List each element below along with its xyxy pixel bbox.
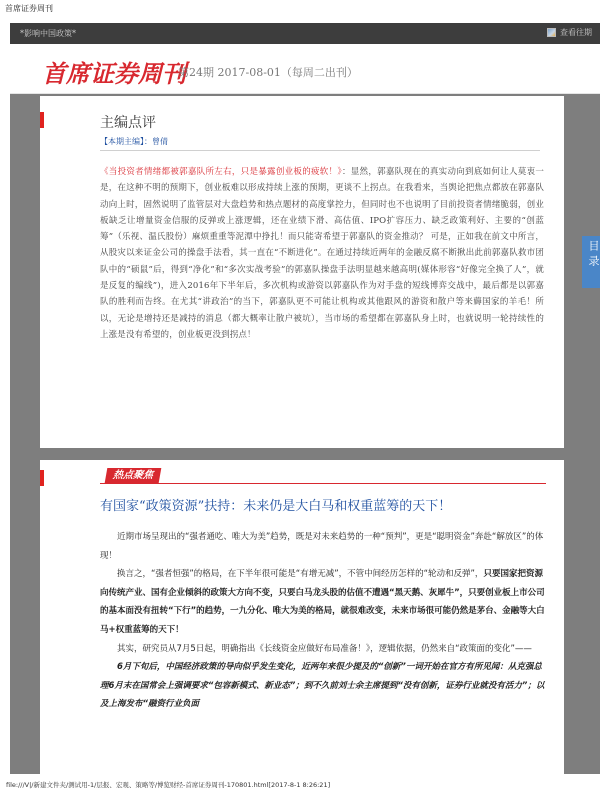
section-marker (40, 112, 44, 128)
section-divider (100, 150, 540, 151)
document-title: 首席证券周刊 (5, 4, 53, 13)
paragraph-emphasis: 只要国家把资源向传统产业、国有企业倾斜的政策大方向不变，只要白马龙头股的估值不遭遇“黑天鹅、灰犀牛”，只要创业板上市公司的基本面没有扭转“下行”的趋势，一九分化、唯大为美的格局，就很难改变，未来市场很可能仍然是茅台、金融等大白马+权重蓝筹的天下！ (100, 569, 545, 635)
hot-focus-rule (100, 483, 546, 484)
paragraph: 近期市场呈现出的“强者通吃、唯大为美”趋势，既是对未来趋势的一种“预判”，更是“聪明资金”奔赴“解放区”的体现！ (100, 532, 544, 561)
editor-review-card (40, 96, 564, 448)
issue-info: 第24期 2017-08-01（每周二出刊） (178, 66, 358, 79)
editor-review-text (100, 164, 544, 343)
toc-button[interactable] (582, 236, 600, 288)
top-bar (10, 23, 600, 44)
past-issues-link[interactable] (547, 27, 592, 38)
paragraph (100, 565, 546, 639)
paragraph: 其实，研究员从7月5日起，明确指出《长线资金应做好布局准备！》，逻辑依据，仍然来自“政策面的变化”—— (117, 643, 532, 654)
paragraph: 6月下旬后，中国经济政策的导向似乎发生变化，近两年来很少提及的“创新”一词开始在官方有所见闻：从克强总理6月末在国常会上强调要求“包容新模式、新业态”；到不久前刘士余主席提到“没有创新，证券行业就没有活力”；以及上海发布“融资行业负面 (100, 662, 545, 710)
section-title: 主编点评 (100, 115, 156, 131)
article-headline[interactable]: 有国家“政策资源”扶持：未来仍是大白马和权重蓝筹的天下！ (100, 499, 452, 514)
tagline: *影响中国政策* (20, 29, 76, 38)
editor-credit (100, 136, 168, 147)
editor-name[interactable]: 曾倩 (152, 137, 168, 146)
paragraph-lead: 换言之，“强者恒强”的格局，在下半年很可能是“有增无减”，不管中间经历怎样的“轮动和反弹”， (117, 569, 484, 580)
hot-focus-tag: 热点聚焦 (105, 468, 162, 483)
section-marker (40, 470, 44, 486)
past-issues-label: 查看往期 (560, 28, 592, 37)
content-area (10, 94, 600, 774)
hot-focus-card (40, 460, 564, 780)
logo[interactable]: 首席证券周刊 (42, 60, 186, 88)
review-body: ：显然，郭嘉队现在的真实动向到底如何让人莫衷一是，在这种不明的预期下，创业板难以形成持续上涨的预期，更谈不上拐点。在我看来，当舆论把焦点都放在郭嘉队动向上时，固然说明了监管层对大盘趋势和热点题材的高度掌控力，但同时也不也说明了目前投资者情绪脆弱，创业板缺乏让增量资金信服的反弹或上涨逻辑，还在业绩下滑、高估值、IPO扩容压力、缺乏政策利好、主要的“创蓝筹”（乐视、温氏股份）麻烦重重等泥潭中挣扎！而只能寄希望于郭嘉队的资金推动？ 可是，正如我在前文中所言，从股灾以来证金公司的操盘手法看，其一直在“不断进化”。在通过持续近两年的金融反腐不断揪出此前郭嘉队救市团队中的“硕鼠”后，得到“净化”和“多次实战考验”的郭嘉队操盘手法明显越来越高明(媒体形容“好像完全换了人”，就是反复的编线”)，进入2016年下半年后，多次机构或游资以郭嘉队作为对手盘的短线博弈交战中，最后都是以郭嘉队的胜利而告终。在尤其“讲政治”的当下，郭嘉队更不可能让机构或其他跟风的游资和散户等来薅国家的羊毛！所以，无论是增持还是减持的消息（都大概率让散户被坑），当市场的希望都在郭嘉队身上时，也就说明一轮持续性的上涨是没有希望的，创业板更没到拐点！ (100, 167, 545, 340)
masthead (10, 44, 600, 94)
toc-label: 目录 (587, 240, 600, 270)
editor-label: 【本期主编】： (100, 137, 152, 146)
past-issues-icon (547, 28, 556, 37)
article-body (100, 528, 546, 714)
highlight-quote: 《当投资者情绪都被郭嘉队所左右，只是暴露创业板的疲软！》 (100, 167, 342, 177)
file-path-footer: file:///V|/新建文件夹/测试用-1/层报、宏观、策略等/博览财经-首席证券周刊-170801.html[2017-8-1 8:26:21] (6, 781, 331, 789)
